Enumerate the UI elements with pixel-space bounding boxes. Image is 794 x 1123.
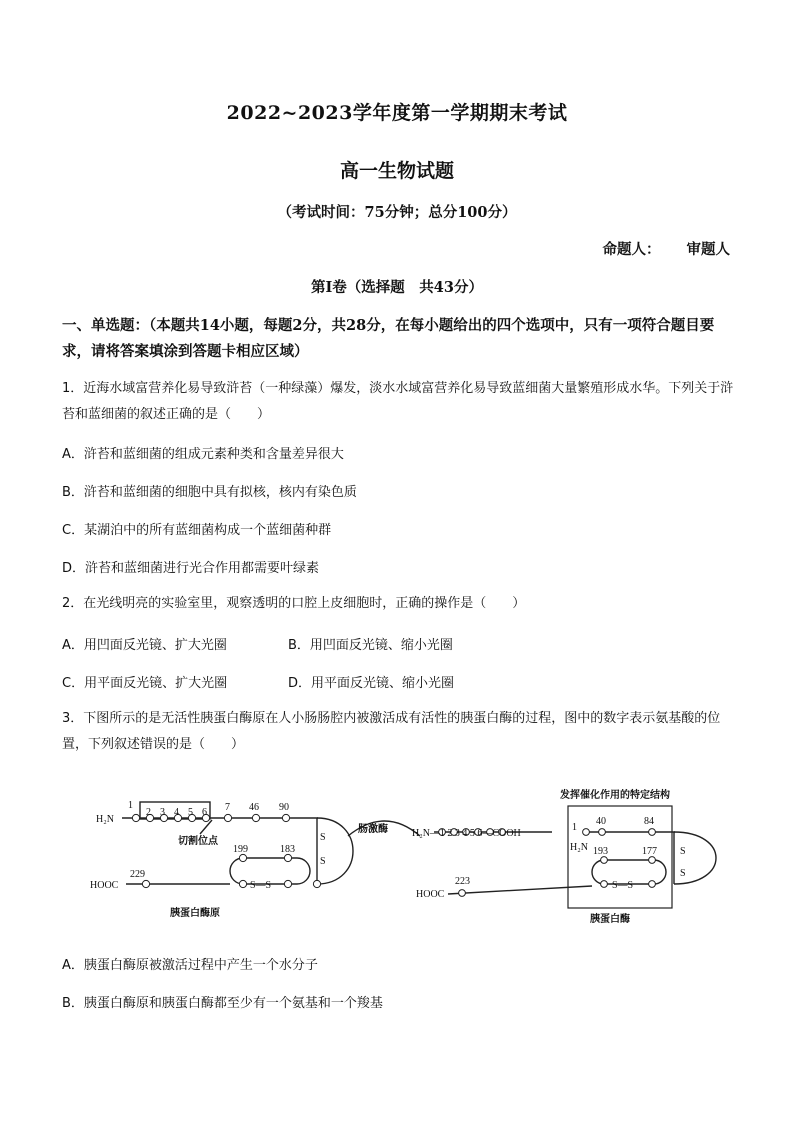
right-pos-193: 193 <box>593 846 608 857</box>
right-pos-84: 84 <box>644 816 654 827</box>
right-pos-177: 177 <box>642 846 657 857</box>
right-pos-1: 1 <box>572 822 577 833</box>
right-disulfide-s-bottom: S <box>680 868 686 879</box>
question-1-option-b: B．浒苔和蓝细菌的细胞中具有拟核，核内有染色质 <box>62 485 357 500</box>
question-1-stem: 1．近海水域富营养化易导致浒苔（一种绿藻）爆发，淡水水域富营养化易导致蓝细菌大量繁殖形成水华。下列关于浒苔和蓝细菌的叙述正确的是（ ） <box>62 381 734 422</box>
enterokinase-label: 肠激酶 <box>358 824 388 835</box>
right-pos-223: 223 <box>455 876 470 887</box>
section-instructions: 一、单选题：（本题共14小题，每题2分，共28分，在每小题给出的四个选项中，只有一项符合题目要求，请将答案填涂到答题卡相应区域） <box>62 317 715 360</box>
question-1-option-a: A．浒苔和蓝细菌的组成元素种类和含量差异很大 <box>62 447 344 462</box>
left-disulfide-s-top: S <box>320 832 326 843</box>
exam-title: 2022~2023学年度第一学期期末考试 <box>226 102 568 124</box>
cut-site-label: 切割位点 <box>178 836 218 847</box>
question-2-option-a: A．用凹面反光镜、扩大光圈 <box>62 638 227 653</box>
right-c-terminus: HOOC <box>416 889 445 900</box>
left-pos-7: 7 <box>225 802 230 813</box>
left-c-terminus: HOOC <box>90 880 119 891</box>
left-n-terminus: H₂N <box>96 814 114 825</box>
trypsinogen-label: 胰蛋白酶原 <box>170 908 220 919</box>
left-pos-3: 3 <box>160 807 165 818</box>
question-2-option-d: D．用平面反光镜、缩小光圈 <box>288 676 455 691</box>
left-pos-2: 2 <box>146 807 151 818</box>
left-pos-199: 199 <box>233 844 248 855</box>
trypsinogen-activation-diagram <box>90 784 730 934</box>
right-disulfide-bond: S—S <box>612 880 634 891</box>
left-pos-183: 183 <box>280 844 295 855</box>
reviewer-label: 审题人 <box>686 241 730 258</box>
right-pos-40: 40 <box>596 816 606 827</box>
trypsin-label: 胰蛋白酶 <box>590 914 630 925</box>
cleaved-fragment: H₂N—1 2 3 4 5 6—COOH <box>412 828 521 839</box>
left-pos-229: 229 <box>130 869 145 880</box>
exam-info: （考试时间：75分钟；总分100分） <box>277 204 517 221</box>
question-1-option-c: C．某湖泊中的所有蓝细菌构成一个蓝细菌种群 <box>62 523 332 538</box>
left-pos-6: 6 <box>202 807 207 818</box>
left-pos-90: 90 <box>279 802 289 813</box>
left-pos-5: 5 <box>188 807 193 818</box>
question-3-stem: 3．下图所示的是无活性胰蛋白酶原在人小肠肠腔内被激活成有活性的胰蛋白酶的过程，图中的数字表示氨基酸的位置，下列叙述错误的是（ ） <box>62 711 721 752</box>
right-n-terminus: H₂N <box>570 842 588 853</box>
left-pos-46: 46 <box>249 802 259 813</box>
left-disulfide-bond: S—S <box>250 880 272 891</box>
left-disulfide-s-bottom: S <box>320 856 326 867</box>
left-pos-1: 1 <box>128 800 133 811</box>
author-line <box>577 238 731 259</box>
question-3-option-b: B．胰蛋白酶原和胰蛋白酶都至少有一个氨基和一个羧基 <box>62 996 383 1011</box>
author-label: 命题人： <box>602 241 661 258</box>
question-3-option-a: A．胰蛋白酶原被激活过程中产生一个水分子 <box>62 958 318 973</box>
question-2-stem: 2．在光线明亮的实验室里，观察透明的口腔上皮细胞时，正确的操作是（ ） <box>62 596 526 611</box>
section-title: 第I卷（选择题 共43分） <box>311 279 483 296</box>
left-pos-4: 4 <box>174 807 179 818</box>
diagram-svg <box>90 784 730 934</box>
question-1-option-d: D．浒苔和蓝细菌进行光合作用都需要叶绿素 <box>62 561 320 576</box>
right-disulfide-s-top: S <box>680 846 686 857</box>
question-2-option-b: B．用凹面反光镜、缩小光圈 <box>288 638 453 653</box>
exam-subtitle: 高一生物试题 <box>339 160 454 182</box>
question-2-option-c: C．用平面反光镜、扩大光圈 <box>62 676 228 691</box>
active-site-label: 发挥催化作用的特定结构 <box>560 790 670 801</box>
